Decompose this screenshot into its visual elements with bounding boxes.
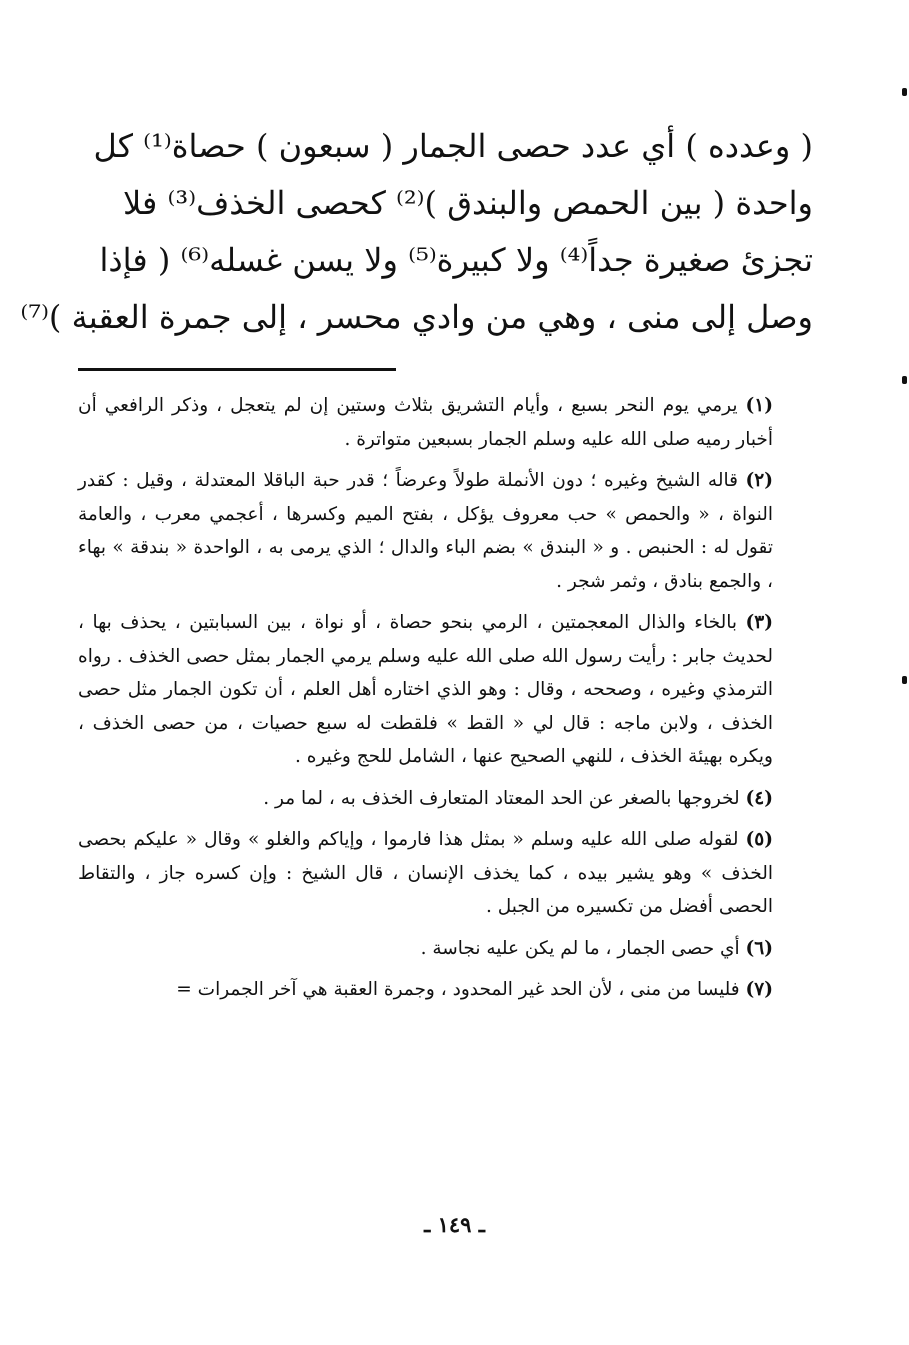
- footnote: [78, 606, 813, 774]
- footnote-number: (٦): [745, 937, 773, 959]
- footnote-number: (٢): [745, 470, 773, 491]
- footnote-number: (٥): [745, 829, 773, 850]
- margin-mark: [902, 676, 907, 684]
- footnotes: [78, 389, 813, 1007]
- footnote-number: (١): [745, 395, 773, 416]
- footnote-text: فليسا من منى ، لأن الحد غير المحدود ، وجمرة العقبة هي آخر الجمرات =: [176, 979, 740, 1000]
- footnote-number: (٤): [745, 787, 773, 809]
- footnote: [78, 782, 813, 816]
- main-text-line: ( وعدده ) أي عدد حصى الجمار ( سبعون ) حصاة⁽¹⁾ كل: [93, 127, 813, 165]
- footnote-text: قاله الشيخ وغيره ؛ دون الأنملة طولاً وعرضاً ؛ قدر حبة الباقلا المعتدلة ، وقيل : كقدر النواة ، « والحمص » حب معروف يؤكل ، بفتح الميم وكسرها ، أعجمي معرب ، والعامة تقول له : الحنبص . و « البندق » بضم الباء والدال ؛ الذي يرمى به ، الواحدة « بندقة » بهاء ، والجمع بنادق ، وثمر شجر .: [78, 470, 773, 592]
- footnote-divider: [78, 368, 396, 371]
- footnote: [78, 389, 813, 456]
- footnote-number: (٣): [745, 612, 773, 633]
- footnote: [78, 932, 813, 966]
- footnote-text: يرمي يوم النحر بسبع ، وأيام التشريق بثلاث وستين إن لم يتعجل ، وذكر الرافعي أن أخبار رميه صلى الله عليه وسلم الجمار بسبعين متواترة .: [78, 395, 773, 450]
- footnote: [78, 464, 813, 598]
- footnote-text: أي حصى الجمار ، ما لم يكن عليه نجاسة .: [420, 937, 740, 959]
- margin-mark: [902, 376, 907, 384]
- main-text-line: تجزئ صغيرة جداً⁽⁴⁾ ولا كبيرة⁽⁵⁾ ولا يسن غسله⁽⁶⁾ ( فإذا: [99, 241, 813, 279]
- main-text: [20, 118, 813, 346]
- footnote-text: لخروجها بالصغر عن الحد المعتاد المتعارف الخذف به ، لما مر .: [263, 787, 740, 809]
- footnote-number: (٧): [745, 979, 773, 1000]
- main-text-line: واحدة ( بين الحمص والبندق )⁽²⁾ كحصى الخذف⁽³⁾ فلا: [122, 184, 813, 222]
- margin-mark: [902, 88, 907, 96]
- footnote: [78, 973, 813, 1007]
- page-number: ـ ١٤٩ ـ: [424, 1212, 485, 1237]
- page-body: [20, 118, 813, 1015]
- main-text-line: وصل إلى منى ، وهي من وادي محسر ، إلى جمرة العقبة )⁽⁷⁾: [20, 298, 813, 336]
- footnote-text: بالخاء والذال المعجمتين ، الرمي بنحو حصاة ، أو نواة ، بين السبابتين ، يحذف بها ، لحديث جابر : رأيت رسول الله صلى الله عليه وسلم يرمي الجمار بمثل حصى الخذف . رواه الترمذي وغيره ، وصححه ، وقال : وهو الذي اختاره أهل العلم ، أن تكون الجمار مثل حصى الخذف ، ولابن ماجه : قال لي « القط » فلقطت له سبع حصيات ، من حصى الخذف ، ويكره بهيئة الخذف ، للنهي الصحيح عنها ، الشامل للحج وغيره .: [78, 612, 773, 767]
- footnote: [78, 823, 813, 924]
- footnote-text: لقوله صلى الله عليه وسلم « بمثل هذا فارموا ، وإياكم والغلو » وقال « عليكم بحصى الخذف » وهو يشير بيده ، كما يخذف الإنسان ، قال الشيخ : وإن كسره جاز ، والتقاط الحصى أفضل من تكسيره من الجبل .: [78, 829, 773, 917]
